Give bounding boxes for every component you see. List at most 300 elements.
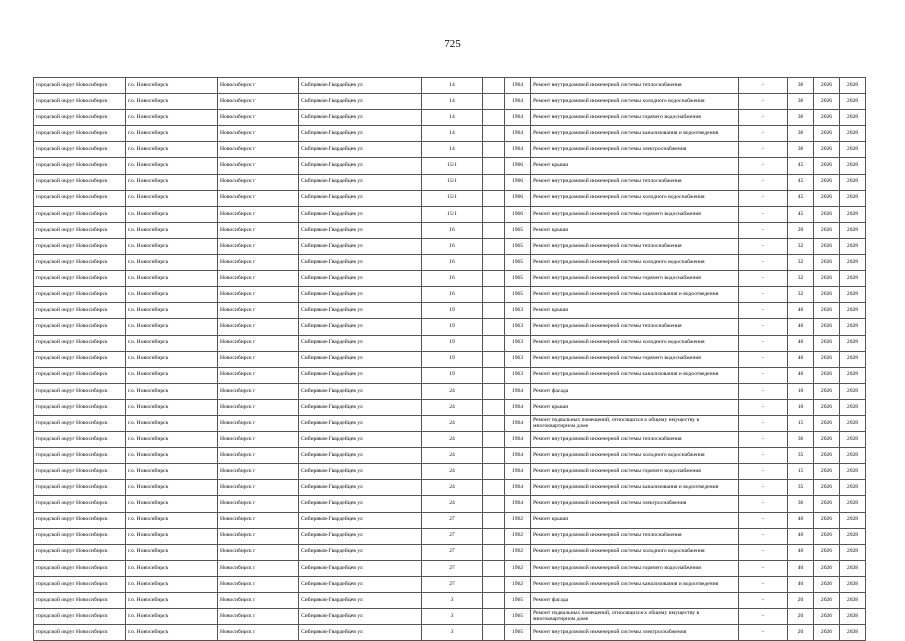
cell-year: 1964 (505, 110, 531, 126)
cell-building (483, 415, 505, 431)
cell-house-number: 27 (422, 560, 483, 576)
cell-municipality: городской округ Новосибирск (34, 110, 126, 126)
cell-house-number: 24 (422, 415, 483, 431)
cell-start-year: 2026 (814, 448, 840, 464)
cell-start-year: 2026 (814, 512, 840, 528)
cell-start-year: 2026 (814, 464, 840, 480)
cell-work-type: Ремонт внутридомовой инженерной системы теплоснабжения (531, 238, 739, 254)
cell-building (483, 110, 505, 126)
cell-district: г.о. Новосибирск (126, 383, 218, 399)
cell-start-year: 2026 (814, 110, 840, 126)
cell-district: г.о. Новосибирск (126, 142, 218, 158)
cell-year: 1962 (505, 576, 531, 592)
cell-value: 46 (788, 367, 814, 383)
cell-work-type: Ремонт фасада (531, 383, 739, 399)
cell-start-year: 2026 (814, 593, 840, 609)
cell-house-number: 27 (422, 528, 483, 544)
cell-municipality: городской округ Новосибирск (34, 625, 126, 641)
cell-end-year: 2028 (840, 496, 866, 512)
cell-end-year: 2028 (840, 480, 866, 496)
cell-municipality: городской округ Новосибирск (34, 287, 126, 303)
cell-municipality: городской округ Новосибирск (34, 126, 126, 142)
cell-end-year: 2028 (840, 271, 866, 287)
table-row (34, 174, 866, 190)
cell-col-dash: - (739, 303, 788, 319)
cell-house-number: 24 (422, 464, 483, 480)
cell-start-year: 2026 (814, 383, 840, 399)
cell-building (483, 238, 505, 254)
cell-end-year: 2028 (840, 528, 866, 544)
cell-value: 45 (788, 174, 814, 190)
cell-year: 1964 (505, 78, 531, 94)
cell-locality: Новосибирск г (218, 174, 299, 190)
cell-start-year: 2026 (814, 335, 840, 351)
cell-municipality: городской округ Новосибирск (34, 367, 126, 383)
table-row (34, 206, 866, 222)
cell-value: 32 (788, 238, 814, 254)
cell-end-year: 2028 (840, 158, 866, 174)
cell-work-type: Ремонт внутридомовой инженерной системы холодного водоснабжения (531, 448, 739, 464)
cell-work-type: Ремонт внутридомовой инженерной системы холодного водоснабжения (531, 190, 739, 206)
cell-start-year: 2026 (814, 174, 840, 190)
table-row (34, 351, 866, 367)
cell-work-type: Ремонт внутридомовой инженерной системы горячего водоснабжения (531, 464, 739, 480)
cell-value: 40 (788, 544, 814, 560)
cell-work-type: Ремонт внутридомовой инженерной системы теплоснабжения (531, 78, 739, 94)
cell-street: Сибиряков-Гвардейцев ул (299, 383, 422, 399)
table-row (34, 415, 866, 431)
cell-street: Сибиряков-Гвардейцев ул (299, 512, 422, 528)
cell-building (483, 303, 505, 319)
cell-value: 10 (788, 399, 814, 415)
cell-year: 1963 (505, 319, 531, 335)
capital-repair-table (33, 77, 866, 641)
table-row (34, 367, 866, 383)
cell-street: Сибиряков-Гвардейцев ул (299, 78, 422, 94)
cell-locality: Новосибирск г (218, 94, 299, 110)
cell-value: 40 (788, 560, 814, 576)
cell-locality: Новосибирск г (218, 255, 299, 271)
cell-start-year: 2026 (814, 415, 840, 431)
cell-municipality: городской округ Новосибирск (34, 78, 126, 94)
cell-house-number: 15/1 (422, 174, 483, 190)
cell-building (483, 287, 505, 303)
cell-street: Сибиряков-Гвардейцев ул (299, 303, 422, 319)
cell-building (483, 593, 505, 609)
cell-district: г.о. Новосибирск (126, 222, 218, 238)
cell-value: 15 (788, 464, 814, 480)
table-row (34, 383, 866, 399)
cell-end-year: 2028 (840, 544, 866, 560)
cell-building (483, 496, 505, 512)
cell-building (483, 560, 505, 576)
cell-col-dash: - (739, 78, 788, 94)
cell-col-dash: - (739, 190, 788, 206)
cell-start-year: 2026 (814, 238, 840, 254)
cell-locality: Новосибирск г (218, 110, 299, 126)
cell-value: 35 (788, 480, 814, 496)
cell-work-type: Ремонт внутридомовой инженерной системы теплоснабжения (531, 432, 739, 448)
cell-district: г.о. Новосибирск (126, 609, 218, 625)
cell-building (483, 206, 505, 222)
cell-year: 1965 (505, 238, 531, 254)
cell-municipality: городской округ Новосибирск (34, 351, 126, 367)
cell-building (483, 174, 505, 190)
cell-year: 1964 (505, 480, 531, 496)
cell-district: г.о. Новосибирск (126, 432, 218, 448)
cell-year: 1966 (505, 174, 531, 190)
cell-house-number: 14 (422, 110, 483, 126)
table-row (34, 78, 866, 94)
cell-end-year: 2028 (840, 222, 866, 238)
cell-col-dash: - (739, 367, 788, 383)
cell-year: 1965 (505, 271, 531, 287)
cell-district: г.о. Новосибирск (126, 110, 218, 126)
cell-year: 1965 (505, 625, 531, 641)
cell-municipality: городской округ Новосибирск (34, 512, 126, 528)
cell-value: 46 (788, 319, 814, 335)
cell-value: 36 (788, 94, 814, 110)
cell-work-type: Ремонт внутридомовой инженерной системы горячего водоснабжения (531, 351, 739, 367)
table-row (34, 255, 866, 271)
table-row (34, 271, 866, 287)
cell-year: 1962 (505, 560, 531, 576)
cell-house-number: 19 (422, 367, 483, 383)
cell-district: г.о. Новосибирск (126, 271, 218, 287)
cell-year: 1966 (505, 206, 531, 222)
cell-locality: Новосибирск г (218, 222, 299, 238)
cell-district: г.о. Новосибирск (126, 576, 218, 592)
cell-house-number: 14 (422, 126, 483, 142)
cell-end-year: 2028 (840, 512, 866, 528)
cell-col-dash: - (739, 94, 788, 110)
cell-district: г.о. Новосибирск (126, 512, 218, 528)
cell-value: 46 (788, 303, 814, 319)
table-row (34, 560, 866, 576)
cell-start-year: 2026 (814, 319, 840, 335)
cell-year: 1965 (505, 287, 531, 303)
cell-col-dash: - (739, 625, 788, 641)
cell-district: г.о. Новосибирск (126, 544, 218, 560)
cell-street: Сибиряков-Гвардейцев ул (299, 528, 422, 544)
cell-district: г.о. Новосибирск (126, 351, 218, 367)
cell-building (483, 142, 505, 158)
cell-col-dash: - (739, 158, 788, 174)
cell-municipality: городской округ Новосибирск (34, 528, 126, 544)
cell-building (483, 625, 505, 641)
cell-municipality: городской округ Новосибирск (34, 271, 126, 287)
cell-municipality: городской округ Новосибирск (34, 174, 126, 190)
cell-work-type: Ремонт внутридомовой инженерной системы холодного водоснабжения (531, 94, 739, 110)
cell-col-dash: - (739, 110, 788, 126)
cell-start-year: 2026 (814, 576, 840, 592)
cell-value: 40 (788, 528, 814, 544)
cell-value: 32 (788, 271, 814, 287)
cell-end-year: 2028 (840, 126, 866, 142)
cell-building (483, 464, 505, 480)
cell-house-number: 16 (422, 271, 483, 287)
cell-value: 32 (788, 255, 814, 271)
cell-locality: Новосибирск г (218, 432, 299, 448)
cell-col-dash: - (739, 255, 788, 271)
cell-street: Сибиряков-Гвардейцев ул (299, 142, 422, 158)
cell-start-year: 2026 (814, 94, 840, 110)
cell-district: г.о. Новосибирск (126, 287, 218, 303)
cell-municipality: городской округ Новосибирск (34, 238, 126, 254)
cell-locality: Новосибирск г (218, 609, 299, 625)
table-row (34, 464, 866, 480)
cell-work-type: Ремонт внутридомовой инженерной системы электроснабжения (531, 142, 739, 158)
cell-end-year: 2028 (840, 448, 866, 464)
cell-municipality: городской округ Новосибирск (34, 609, 126, 625)
cell-municipality: городской округ Новосибирск (34, 255, 126, 271)
cell-street: Сибиряков-Гвардейцев ул (299, 464, 422, 480)
table-row (34, 609, 866, 625)
cell-end-year: 2028 (840, 560, 866, 576)
table-row (34, 94, 866, 110)
cell-value: 36 (788, 78, 814, 94)
cell-start-year: 2026 (814, 190, 840, 206)
cell-locality: Новосибирск г (218, 528, 299, 544)
cell-value: 32 (788, 287, 814, 303)
cell-building (483, 576, 505, 592)
cell-year: 1966 (505, 158, 531, 174)
cell-street: Сибиряков-Гвардейцев ул (299, 319, 422, 335)
table-row (34, 544, 866, 560)
cell-col-dash: - (739, 480, 788, 496)
cell-municipality: городской округ Новосибирск (34, 415, 126, 431)
cell-work-type: Ремонт крыши (531, 222, 739, 238)
cell-house-number: 19 (422, 335, 483, 351)
cell-year: 1964 (505, 399, 531, 415)
cell-street: Сибиряков-Гвардейцев ул (299, 448, 422, 464)
table-row (34, 625, 866, 641)
cell-work-type: Ремонт внутридомовой инженерной системы холодного водоснабжения (531, 255, 739, 271)
cell-value: 45 (788, 190, 814, 206)
cell-end-year: 2028 (840, 206, 866, 222)
cell-year: 1964 (505, 415, 531, 431)
cell-end-year: 2028 (840, 415, 866, 431)
cell-street: Сибиряков-Гвардейцев ул (299, 190, 422, 206)
cell-year: 1964 (505, 432, 531, 448)
cell-work-type: Ремонт внутридомовой инженерной системы канализования и водоотведения (531, 126, 739, 142)
cell-street: Сибиряков-Гвардейцев ул (299, 609, 422, 625)
cell-municipality: городской округ Новосибирск (34, 319, 126, 335)
cell-work-type: Ремонт внутридомовой инженерной системы теплоснабжения (531, 528, 739, 544)
cell-house-number: 24 (422, 383, 483, 399)
cell-building (483, 222, 505, 238)
cell-end-year: 2028 (840, 432, 866, 448)
cell-value: 20 (788, 593, 814, 609)
table-row (34, 238, 866, 254)
cell-col-dash: - (739, 222, 788, 238)
cell-col-dash: - (739, 238, 788, 254)
cell-start-year: 2026 (814, 142, 840, 158)
cell-start-year: 2026 (814, 560, 840, 576)
cell-building (483, 367, 505, 383)
cell-start-year: 2026 (814, 432, 840, 448)
table-row (34, 319, 866, 335)
cell-end-year: 2028 (840, 190, 866, 206)
cell-start-year: 2026 (814, 303, 840, 319)
cell-street: Сибиряков-Гвардейцев ул (299, 399, 422, 415)
table-row (34, 303, 866, 319)
cell-work-type: Ремонт внутридомовой инженерной системы теплоснабжения (531, 174, 739, 190)
cell-street: Сибиряков-Гвардейцев ул (299, 110, 422, 126)
cell-year: 1966 (505, 190, 531, 206)
cell-house-number: 24 (422, 448, 483, 464)
cell-start-year: 2026 (814, 544, 840, 560)
cell-start-year: 2026 (814, 222, 840, 238)
cell-building (483, 528, 505, 544)
cell-start-year: 2026 (814, 126, 840, 142)
cell-building (483, 448, 505, 464)
cell-building (483, 335, 505, 351)
cell-locality: Новосибирск г (218, 544, 299, 560)
cell-end-year: 2028 (840, 593, 866, 609)
cell-street: Сибиряков-Гвардейцев ул (299, 432, 422, 448)
table-row (34, 110, 866, 126)
cell-start-year: 2026 (814, 367, 840, 383)
cell-end-year: 2028 (840, 609, 866, 625)
table-row (34, 512, 866, 528)
cell-work-type: Ремонт подвальных помещений, относящихся к общему имуществу в многоквартирном доме (531, 609, 739, 625)
cell-district: г.о. Новосибирск (126, 367, 218, 383)
cell-end-year: 2028 (840, 367, 866, 383)
cell-start-year: 2026 (814, 609, 840, 625)
cell-value: 40 (788, 512, 814, 528)
cell-building (483, 94, 505, 110)
cell-street: Сибиряков-Гвардейцев ул (299, 576, 422, 592)
cell-house-number: 3 (422, 593, 483, 609)
cell-municipality: городской округ Новосибирск (34, 480, 126, 496)
cell-house-number: 24 (422, 480, 483, 496)
cell-col-dash: - (739, 448, 788, 464)
cell-work-type: Ремонт подвальных помещений, относящихся к общему имуществу в многоквартирном доме (531, 415, 739, 431)
cell-work-type: Ремонт внутридомовой инженерной системы горячего водоснабжения (531, 560, 739, 576)
cell-building (483, 512, 505, 528)
table-row (34, 399, 866, 415)
cell-locality: Новосибирск г (218, 271, 299, 287)
cell-locality: Новосибирск г (218, 303, 299, 319)
cell-year: 1964 (505, 383, 531, 399)
cell-district: г.о. Новосибирск (126, 190, 218, 206)
cell-municipality: городской округ Новосибирск (34, 544, 126, 560)
cell-municipality: городской округ Новосибирск (34, 399, 126, 415)
cell-locality: Новосибирск г (218, 319, 299, 335)
cell-year: 1963 (505, 303, 531, 319)
cell-year: 1963 (505, 367, 531, 383)
cell-locality: Новосибирск г (218, 399, 299, 415)
cell-value: 36 (788, 126, 814, 142)
cell-municipality: городской округ Новосибирск (34, 222, 126, 238)
cell-end-year: 2028 (840, 319, 866, 335)
cell-district: г.о. Новосибирск (126, 415, 218, 431)
cell-district: г.о. Новосибирск (126, 126, 218, 142)
cell-col-dash: - (739, 512, 788, 528)
cell-street: Сибиряков-Гвардейцев ул (299, 271, 422, 287)
cell-municipality: городской округ Новосибирск (34, 464, 126, 480)
cell-street: Сибиряков-Гвардейцев ул (299, 560, 422, 576)
cell-col-dash: - (739, 528, 788, 544)
cell-year: 1965 (505, 222, 531, 238)
cell-end-year: 2028 (840, 351, 866, 367)
cell-street: Сибиряков-Гвардейцев ул (299, 174, 422, 190)
cell-house-number: 16 (422, 287, 483, 303)
cell-district: г.о. Новосибирск (126, 496, 218, 512)
cell-locality: Новосибирск г (218, 496, 299, 512)
cell-district: г.о. Новосибирск (126, 255, 218, 271)
cell-district: г.о. Новосибирск (126, 528, 218, 544)
cell-district: г.о. Новосибирск (126, 78, 218, 94)
cell-value: 46 (788, 335, 814, 351)
cell-locality: Новосибирск г (218, 448, 299, 464)
cell-start-year: 2026 (814, 255, 840, 271)
cell-end-year: 2028 (840, 238, 866, 254)
cell-street: Сибиряков-Гвардейцев ул (299, 351, 422, 367)
cell-municipality: городской округ Новосибирск (34, 94, 126, 110)
cell-locality: Новосибирск г (218, 206, 299, 222)
cell-start-year: 2026 (814, 271, 840, 287)
cell-municipality: городской округ Новосибирск (34, 158, 126, 174)
cell-district: г.о. Новосибирск (126, 335, 218, 351)
cell-work-type: Ремонт внутридомовой инженерной системы канализования и водоотведения (531, 367, 739, 383)
cell-locality: Новосибирск г (218, 625, 299, 641)
cell-year: 1964 (505, 496, 531, 512)
cell-locality: Новосибирск г (218, 560, 299, 576)
cell-col-dash: - (739, 576, 788, 592)
cell-start-year: 2026 (814, 480, 840, 496)
cell-col-dash: - (739, 383, 788, 399)
cell-district: г.о. Новосибирск (126, 206, 218, 222)
cell-value: 46 (788, 351, 814, 367)
cell-house-number: 15/1 (422, 158, 483, 174)
cell-col-dash: - (739, 142, 788, 158)
cell-work-type: Ремонт внутридомовой инженерной системы электроснабжения (531, 496, 739, 512)
cell-value: 40 (788, 576, 814, 592)
cell-work-type: Ремонт внутридомовой инженерной системы горячего водоснабжения (531, 271, 739, 287)
cell-value: 36 (788, 110, 814, 126)
cell-value: 15 (788, 415, 814, 431)
cell-locality: Новосибирск г (218, 415, 299, 431)
table-row (34, 432, 866, 448)
cell-locality: Новосибирск г (218, 142, 299, 158)
cell-year: 1965 (505, 593, 531, 609)
cell-building (483, 271, 505, 287)
cell-house-number: 24 (422, 432, 483, 448)
cell-district: г.о. Новосибирск (126, 94, 218, 110)
cell-work-type: Ремонт внутридомовой инженерной системы электроснабжения (531, 625, 739, 641)
cell-district: г.о. Новосибирск (126, 238, 218, 254)
table-row (34, 593, 866, 609)
cell-end-year: 2028 (840, 142, 866, 158)
cell-year: 1965 (505, 255, 531, 271)
cell-start-year: 2026 (814, 399, 840, 415)
cell-year: 1962 (505, 512, 531, 528)
cell-col-dash: - (739, 432, 788, 448)
cell-street: Сибиряков-Гвардейцев ул (299, 126, 422, 142)
cell-building (483, 399, 505, 415)
cell-house-number: 3 (422, 625, 483, 641)
cell-district: г.о. Новосибирск (126, 399, 218, 415)
cell-col-dash: - (739, 319, 788, 335)
cell-col-dash: - (739, 126, 788, 142)
cell-district: г.о. Новосибирск (126, 319, 218, 335)
cell-work-type: Ремонт крыши (531, 512, 739, 528)
cell-end-year: 2028 (840, 335, 866, 351)
cell-municipality: городской округ Новосибирск (34, 190, 126, 206)
cell-street: Сибиряков-Гвардейцев ул (299, 544, 422, 560)
